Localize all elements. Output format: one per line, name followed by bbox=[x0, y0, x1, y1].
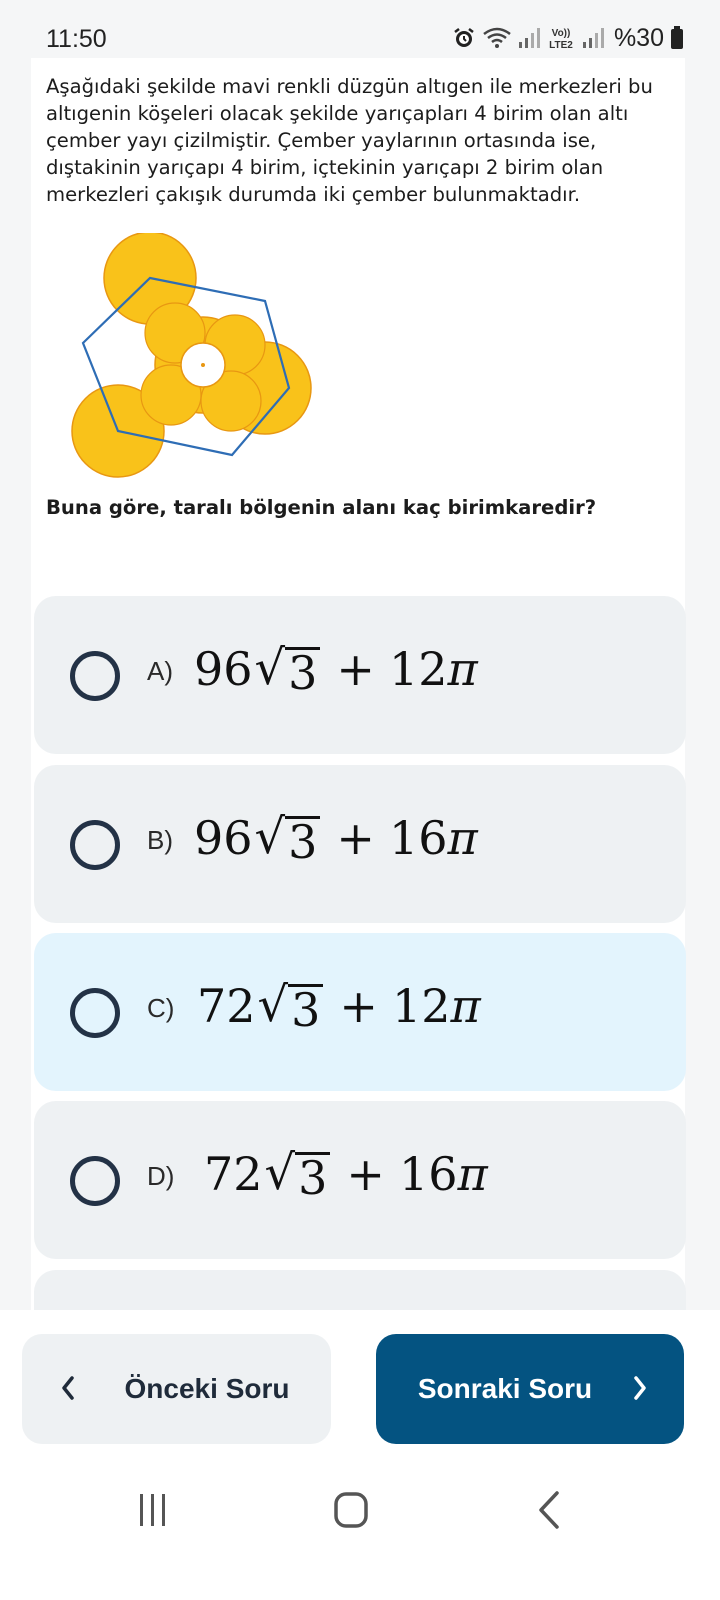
option-letter: B) bbox=[147, 825, 173, 855]
formula-radicand: 3 bbox=[288, 984, 323, 1033]
formula-radicand: 3 bbox=[295, 1152, 330, 1201]
option-letter: A) bbox=[147, 656, 173, 686]
sqrt-icon: √ 3 bbox=[255, 640, 321, 696]
chevron-right-icon bbox=[632, 1374, 648, 1402]
formula-radicand: 3 bbox=[285, 816, 320, 865]
formula-plus: + bbox=[336, 642, 375, 696]
formula-plus: + bbox=[346, 1147, 385, 1201]
alarm-icon bbox=[452, 26, 476, 50]
formula-plus: + bbox=[339, 979, 378, 1033]
option-formula bbox=[204, 1145, 488, 1205]
question-text: Aşağıdaki şekilde mavi renkli düzgün altıgen ile merkezleri bu altıgenin köşeleri olacak şekilde yarıçapları 4 birim olan altı çember yayı çizilmiştir. Çember yaylarının ortasında ise, dıştakinin yarıçapı 4 birim, içtekinin yarıçapı 2 birim olan merkezleri çakışık durumda iki çember bulunmaktadır. bbox=[46, 75, 653, 206]
next-question-button[interactable] bbox=[376, 1334, 684, 1444]
formula-coefficient: 96 bbox=[194, 811, 253, 865]
sqrt-icon: √ 3 bbox=[255, 809, 321, 865]
formula-radicand: 3 bbox=[285, 647, 320, 696]
question-prompt: Buna göre, taralı bölgenin alanı kaç birimkaredir? bbox=[46, 496, 597, 519]
option-c[interactable] bbox=[34, 933, 686, 1091]
volte-icon bbox=[546, 25, 576, 51]
pi-symbol: π bbox=[450, 979, 481, 1033]
option-b[interactable] bbox=[34, 765, 686, 923]
geometry-figure bbox=[55, 233, 315, 498]
sqrt-icon: √ 3 bbox=[265, 1145, 331, 1201]
home-icon[interactable] bbox=[333, 1490, 369, 1530]
chevron-left-icon bbox=[60, 1374, 76, 1402]
formula-pi-coefficient: 12 bbox=[388, 642, 448, 696]
option-formula bbox=[197, 977, 481, 1037]
battery-icon bbox=[670, 26, 684, 50]
status-time: 11:50 bbox=[46, 25, 107, 53]
status-icons bbox=[452, 22, 684, 54]
radio-circle-icon[interactable] bbox=[70, 1156, 120, 1206]
option-letter: D) bbox=[147, 1161, 175, 1191]
svg-text:Vo)): Vo)) bbox=[551, 28, 571, 39]
pi-symbol: π bbox=[447, 811, 478, 865]
radio-circle-icon[interactable] bbox=[70, 651, 120, 701]
radio-circle-icon[interactable] bbox=[70, 820, 120, 870]
pi-symbol: π bbox=[457, 1147, 488, 1201]
signal-icon bbox=[518, 27, 540, 49]
previous-question-button[interactable] bbox=[22, 1334, 331, 1444]
formula-plus: + bbox=[336, 811, 375, 865]
option-letter: C) bbox=[147, 993, 175, 1023]
pi-symbol: π bbox=[447, 642, 478, 696]
sqrt-icon: √ 3 bbox=[258, 977, 324, 1033]
wifi-icon bbox=[482, 26, 512, 50]
battery-percent: %30 bbox=[613, 23, 664, 52]
formula-pi-coefficient: 16 bbox=[388, 811, 448, 865]
formula-pi-coefficient: 16 bbox=[398, 1147, 458, 1201]
system-navigation-bar bbox=[0, 1470, 720, 1560]
recent-apps-icon[interactable] bbox=[137, 1490, 169, 1530]
option-a[interactable] bbox=[34, 596, 686, 754]
svg-text:LTE2: LTE2 bbox=[549, 40, 573, 51]
option-d[interactable] bbox=[34, 1101, 686, 1259]
back-icon[interactable] bbox=[535, 1490, 563, 1530]
option-formula bbox=[194, 640, 478, 700]
formula-coefficient: 72 bbox=[204, 1147, 263, 1201]
signal-icon-2 bbox=[582, 27, 604, 49]
formula-pi-coefficient: 12 bbox=[391, 979, 451, 1033]
radio-circle-icon[interactable] bbox=[70, 988, 120, 1038]
formula-coefficient: 96 bbox=[194, 642, 253, 696]
option-formula bbox=[194, 809, 478, 869]
previous-question-label: Önceki Soru bbox=[124, 1373, 290, 1404]
next-question-label: Sonraki Soru bbox=[417, 1373, 593, 1404]
formula-coefficient: 72 bbox=[197, 979, 256, 1033]
